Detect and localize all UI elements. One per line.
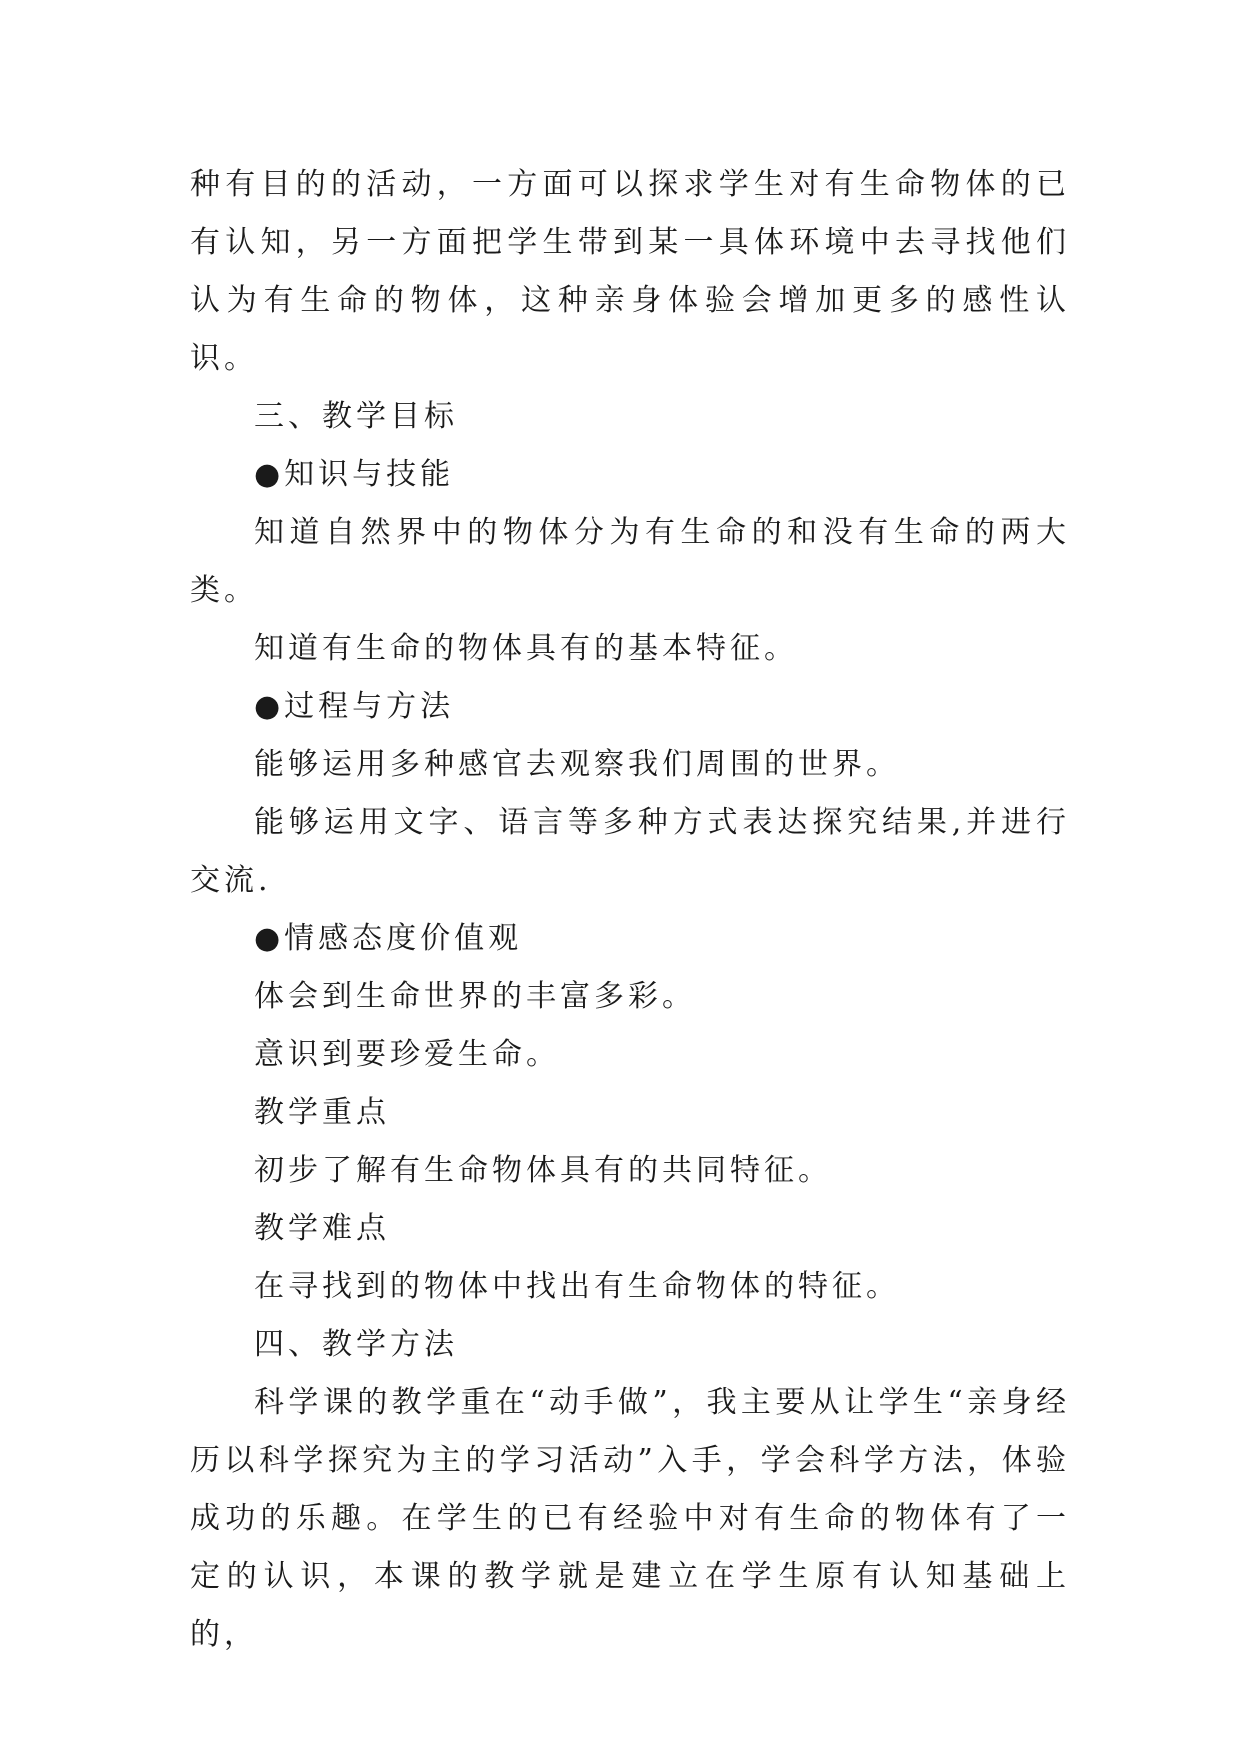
subheading-key-points: 教学重点 — [254, 1095, 390, 1130]
document-body — [190, 156, 1070, 1664]
section-heading-teaching-goals: 三、教学目标 — [254, 399, 458, 434]
paragraph-teaching-methods: 科学课的教学重在“动手做”，我主要从让学生“亲身经历以科学探究为主的学习活动”入手，学会科学方法，体验成功的乐趣。在学生的已有经验中对有生命的物体有了一定的认识，本课的教学就是建立在学生原有认知基础上的， — [190, 1385, 1070, 1652]
section-heading-teaching-methods: 四、教学方法 — [254, 1327, 458, 1362]
subheading-knowledge-skills: ●知识与技能 — [254, 457, 455, 492]
paragraph-intro-continuation: 种有目的的活动，一方面可以探求学生对有生命物体的已有认知，另一方面把学生带到某一具体环境中去寻找他们认为有生命的物体，这种亲身体验会增加更多的感性认识。 — [190, 167, 1070, 376]
subheading-attitude-values: ●情感态度价值观 — [254, 921, 523, 956]
paragraph-goal-2: 知道有生命的物体具有的基本特征。 — [254, 631, 798, 666]
subheading-difficult-points: 教学难点 — [254, 1211, 390, 1246]
paragraph-goal-4: 能够运用文字、语言等多种方式表达探究结果,并进行交流. — [190, 805, 1070, 898]
paragraph-goal-5: 体会到生命世界的丰富多彩。 — [254, 979, 696, 1014]
paragraph-key-point: 初步了解有生命物体具有的共同特征。 — [254, 1153, 832, 1188]
paragraph-difficult-point: 在寻找到的物体中找出有生命物体的特征。 — [254, 1269, 900, 1304]
paragraph-goal-1: 知道自然界中的物体分为有生命的和没有生命的两大类。 — [190, 515, 1070, 608]
subheading-process-method: ●过程与方法 — [254, 689, 455, 724]
paragraph-goal-3: 能够运用多种感官去观察我们周围的世界。 — [254, 747, 900, 782]
paragraph-goal-6: 意识到要珍爱生命。 — [254, 1037, 560, 1072]
